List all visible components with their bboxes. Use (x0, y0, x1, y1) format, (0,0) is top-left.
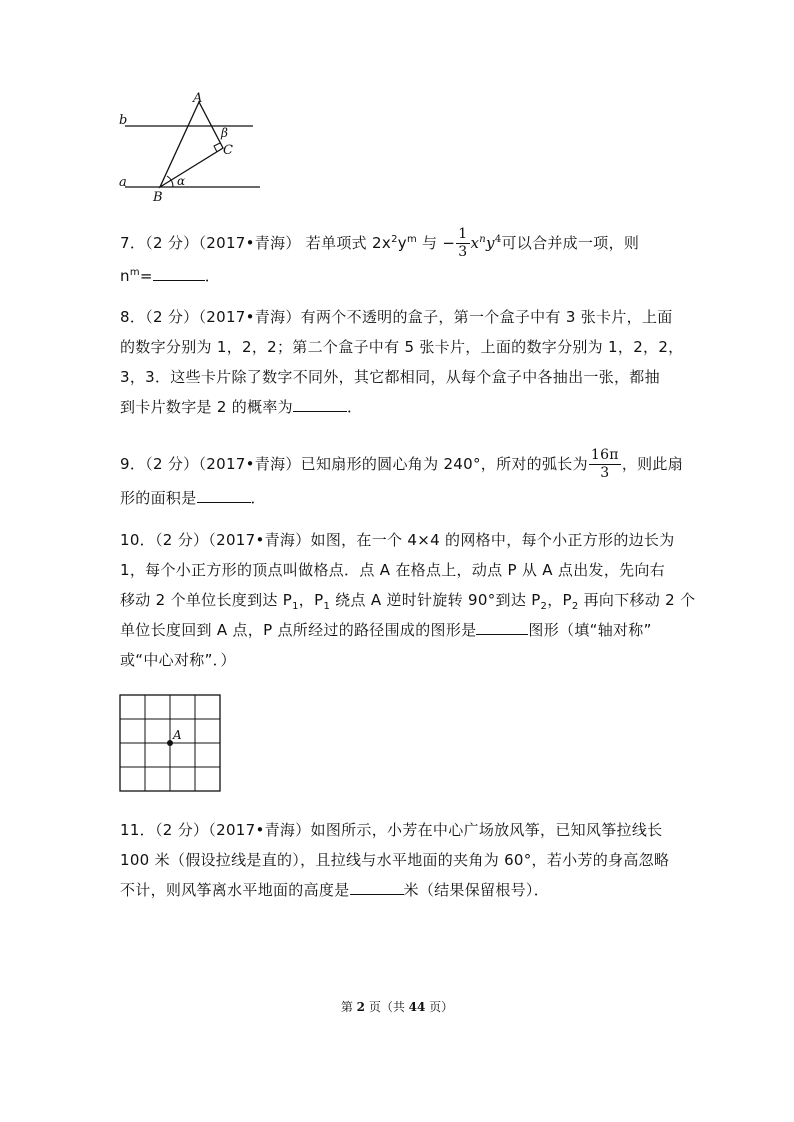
q10-line4-text: 单位长度回到 A 点，P 点所经过的路径围成的图形是 (120, 621, 477, 639)
question-7-text-before: 若单项式 2x (305, 234, 392, 252)
question-9-line-1-text: 9．（2 分）（2017•青海）已知扇形的圆心角为 240°，所对的弧长为 (120, 455, 588, 473)
question-7-end: ． (204, 267, 221, 285)
question-7-text-y: y (397, 234, 407, 252)
grid-figure (119, 694, 223, 794)
question-8-line-3: 3，3．这些卡片除了数字不同外，其它都相同，从每个盒子中各抽出一张，都抽 (120, 368, 660, 386)
question-7-n: n (120, 267, 130, 285)
question-9-end: ． (250, 489, 266, 507)
q10-line3-e: 再向下移动 2 个 (578, 591, 696, 609)
question-7 (120, 222, 680, 288)
question-10-line-4 (120, 615, 680, 645)
question-7-exp-2: 2 (391, 234, 398, 245)
question-10-line-5: 或“中心对称”．） (120, 651, 236, 669)
answer-blank-11[interactable] (350, 876, 404, 895)
label-beta: β (221, 126, 228, 140)
question-9-line-2-text: 形的面积是 (120, 489, 197, 507)
footer-suffix: 页） (425, 1000, 454, 1014)
q10-sub-2: 1 (323, 601, 331, 612)
question-8-line-4-text: 到卡片数字是 2 的概率为 (120, 398, 293, 416)
answer-blank-10[interactable] (476, 616, 528, 635)
q10-sub-4: 2 (571, 601, 579, 612)
question-7-text-mid: 与 − (416, 234, 456, 252)
math-x: x (470, 234, 480, 252)
question-9-line-2 (120, 483, 680, 513)
q10-sub-3: 2 (540, 601, 548, 612)
label-B: B (153, 190, 163, 204)
label-b: b (119, 113, 128, 128)
footer-page-number: 2 (356, 1000, 365, 1014)
q10-line3-b: ，P (298, 591, 324, 609)
fraction-one-third (456, 226, 469, 261)
fraction-arc-length (589, 447, 621, 482)
parallel-lines-svg (115, 92, 265, 204)
question-9-line-1-end: ，则此扇 (621, 455, 684, 473)
question-10-line-1: 10．（2 分）（2017•青海）如图，在一个 4×4 的网格中，每个小正方形的边长为 (120, 531, 675, 549)
footer-middle: 页（共 (365, 1000, 409, 1014)
question-7-eq: = (139, 267, 153, 285)
question-7-source: （2017•青海） (198, 234, 301, 252)
question-8 (120, 302, 684, 422)
q10-line3-d: ，P (547, 591, 572, 609)
q10-sub-1: 1 (292, 601, 299, 612)
answer-blank-9[interactable] (197, 484, 251, 503)
question-11-line-3 (120, 875, 680, 905)
q10-line3-a: 移动 2 个单位长度到达 P (120, 591, 293, 609)
answer-blank-8[interactable] (293, 393, 347, 412)
question-9-line-1 (120, 445, 684, 483)
q11-line3-end: 米（结果保留根号）． (403, 881, 550, 899)
question-7-line-2 (120, 258, 680, 288)
triangle-abc (160, 102, 223, 187)
question-7-line-1 (120, 222, 680, 258)
footer-prefix: 第 (340, 1000, 357, 1014)
question-8-end: ． (346, 398, 363, 416)
math-y: y (486, 234, 495, 252)
question-7-exp-m2: m (129, 267, 140, 278)
q11-line3-text: 不计，则风筝离水平地面的高度是 (120, 881, 350, 899)
fraction-numerator: 16π (590, 447, 619, 463)
math-exp-4: 4 (494, 234, 502, 245)
question-7-exp-m: m (406, 234, 417, 245)
fraction-denominator: 3 (600, 465, 610, 481)
page-footer (0, 998, 794, 1015)
question-11-line-2: 100 米（假设拉线是直的），且拉线与水平地面的夹角为 60°，若小芳的身高忽略 (120, 851, 670, 869)
question-9 (120, 445, 684, 513)
label-A: A (193, 92, 203, 106)
question-10-line-3 (120, 585, 696, 615)
point-a-label: A (173, 728, 182, 742)
parallel-lines-figure (115, 92, 265, 204)
question-8-line-4 (120, 392, 680, 422)
question-7-score: （2 分） (145, 234, 199, 252)
question-10-line-2: 1，每个小正方形的顶点叫做格点．点 A 在格点上，动点 P 从 A 点出发，先向右 (120, 561, 666, 579)
footer-total-pages: 44 (408, 1000, 426, 1014)
label-alpha: α (177, 174, 186, 188)
q10-line4-end: 图形（填“轴对称” (528, 621, 652, 639)
question-8-line-1: 8．（2 分）（2017•青海）有两个不透明的盒子，第一个盒子中有 3 张卡片，上面 (120, 308, 673, 326)
q10-line3-c: 绕点 A 逆时针旋转 90°到达 P (330, 591, 541, 609)
question-11-line-1: 11．（2 分）（2017•青海）如图所示，小芳在中心广场放风筝，已知风筝拉线长 (120, 821, 663, 839)
label-a: a (119, 175, 127, 190)
label-C: C (223, 143, 233, 158)
question-8-line-2: 的数字分别为 1，2，2；第二个盒子中有 5 张卡片，上面的数字分别为 1，2，2， (120, 338, 684, 356)
question-7-number: 7． (120, 234, 146, 252)
question-11 (120, 815, 680, 905)
question-10 (120, 525, 696, 675)
fraction-numerator: 1 (458, 226, 468, 242)
math-exp-n: n (479, 234, 487, 245)
question-7-text-after: 可以合并成一项，则 (501, 234, 640, 252)
answer-blank-7[interactable] (153, 262, 205, 281)
grid-svg (119, 694, 223, 794)
fraction-denominator: 3 (458, 244, 468, 260)
